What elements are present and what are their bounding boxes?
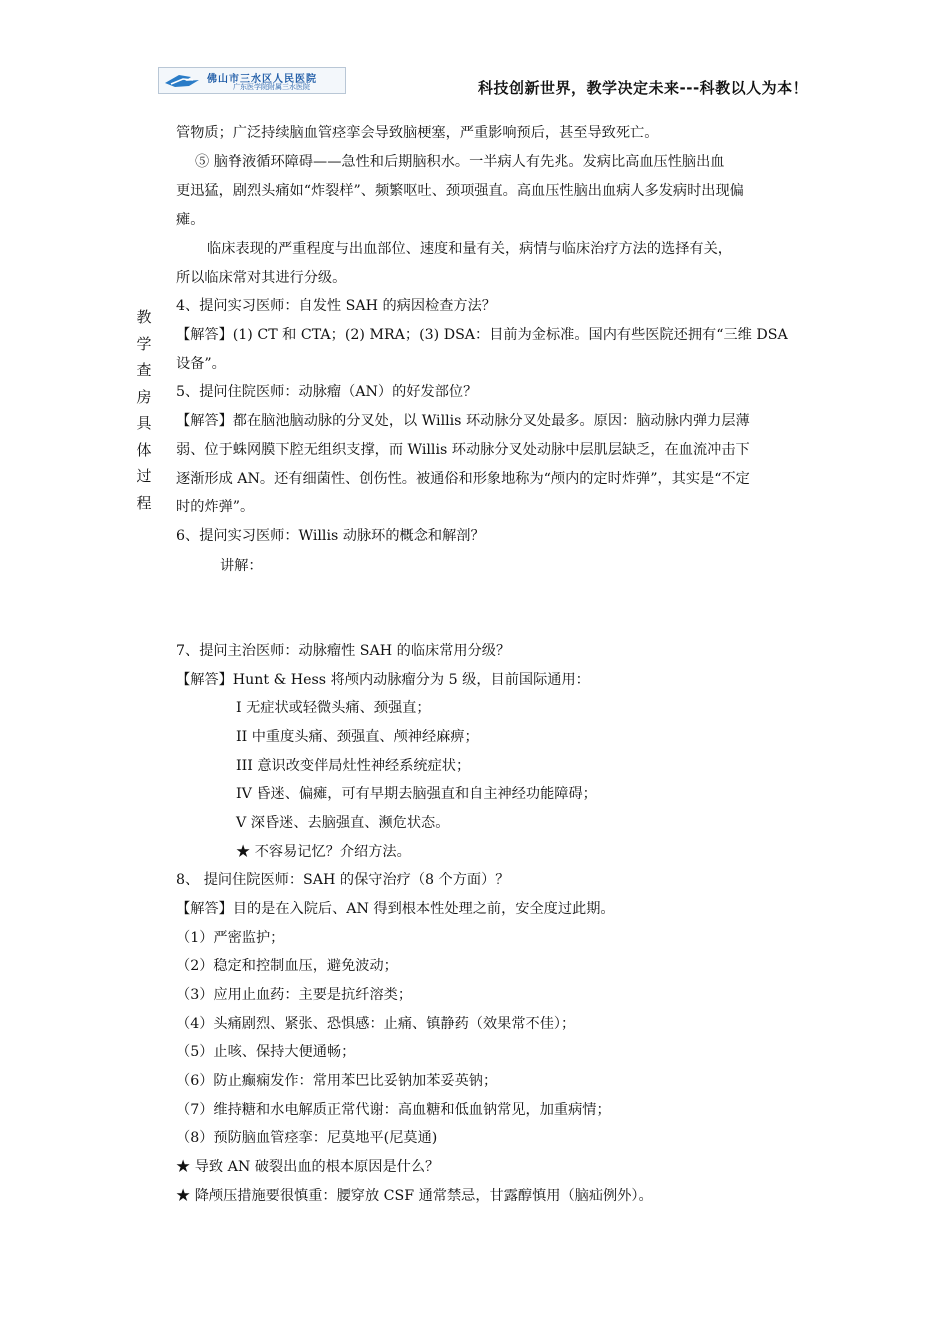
star-note: ★ 不容易记忆？介绍方法。 [236,844,411,860]
hospital-logo [158,67,346,94]
side-label-char: 查 [136,361,152,379]
logo-subtitle: 广东医学院附属三水医院 [233,83,310,91]
treatment-item: （5）止咳、保持大便通畅； [176,1044,356,1060]
side-label-char: 具 [136,414,152,432]
side-label-char: 程 [136,493,152,512]
answer-8: 【解答】目的是在入院后、AN 得到根本性处理之前，安全度过此期。 [176,901,615,917]
question-4: 4、提问实习医师：自发性 SAH 的病因检查方法？ [176,298,496,314]
side-label-char: 房 [136,387,152,406]
text-line: 瘫。 [176,212,205,228]
text-line: ⑤ 脑脊液循环障碍——急性和后期脑积水。一半病人有先兆。发病比高血压性脑出血 [195,154,725,170]
answer-5: 【解答】都在脑池脑动脉的分叉处，以 Willis 环动脉分叉处最多。原因：脑动脉内弹力层薄 [176,413,750,429]
explanation-label: 讲解： [220,558,263,574]
answer-5-cont: 弱、位于蛛网膜下腔无组织支撑，而 Willis 环动脉分叉处动脉中层肌层缺乏，在血流冲击下 [176,442,750,458]
answer-4: 【解答】(1) CT 和 CTA；(2) MRA；(3) DSA：目前为金标准。国内有些医院还拥有“三维 DSA [176,327,788,343]
grade-item: II 中重度头痛、颈强直、颅神经麻痹； [236,729,479,745]
logo-title: 佛山市三水区人民医院 [207,74,317,85]
answer-5-cont: 时的炸弹”。 [176,499,255,515]
answer-4-cont: 设备”。 [176,356,226,372]
answer-7: 【解答】Hunt & Hess 将颅内动脉瘤分为 5 级，目前国际通用： [176,672,590,688]
side-label-char: 体 [136,440,152,459]
text-line: 管物质；广泛持续脑血管痉挛会导致脑梗塞，严重影响预后，甚至导致死亡。 [176,125,659,141]
treatment-item: （6）防止癫痫发作：常用苯巴比妥钠加苯妥英钠； [176,1073,498,1089]
side-label-char: 教 [136,308,152,326]
treatment-item: （1）严密监护； [176,930,285,946]
header-slogan: 科技创新世界，教学决定未来---科教以人为本！ [478,79,809,97]
question-5: 5、提问住院医师：动脉瘤（AN）的好发部位？ [176,384,478,400]
treatment-item: （4）头痛剧烈、紧张、恐惧感：止痛、镇静药（效果常不佳）； [176,1016,576,1032]
treatment-item: （7）维持糖和水电解质正常代谢：高血糖和低血钠常见，加重病情； [176,1102,611,1118]
text-line: 所以临床常对其进行分级。 [176,270,347,286]
side-label-teaching-rounds [135,304,153,516]
side-label-char: 学 [136,334,152,353]
treatment-item: （2）稳定和控制血压，避免波动； [176,958,398,974]
question-8: 8、 提问住院医师：SAH 的保守治疗（8 个方面）？ [176,872,510,888]
logo-emblem-icon [159,68,207,93]
question-6: 6、提问实习医师：Willis 动脉环的概念和解剖？ [176,528,485,544]
side-label-char: 过 [136,467,152,485]
treatment-item: （8）预防脑血管痉挛：尼莫地平(尼莫通) [176,1130,438,1146]
question-7: 7、提问主治医师：动脉瘤性 SAH 的临床常用分级？ [176,643,511,659]
text-line: 临床表现的严重程度与出血部位、速度和量有关，病情与临床治疗方法的选择有关， [207,241,732,257]
star-question: ★ 导致 AN 破裂出血的根本原因是什么？ [176,1159,440,1175]
answer-5-cont: 逐渐形成 AN。还有细菌性、创伤性。被通俗和形象地称为“颅内的定时炸弹”，其实是“不定 [176,471,750,487]
treatment-item: （3）应用止血药：主要是抗纤溶类； [176,987,413,1003]
grade-item: IV 昏迷、偏瘫，可有早期去脑强直和自主神经功能障碍； [236,786,597,802]
star-note: ★ 降颅压措施要很慎重：腰穿放 CSF 通常禁忌，甘露醇慎用（脑疝例外）。 [176,1188,653,1204]
grade-item: I 无症状或轻微头痛、颈强直； [236,700,431,716]
grade-item: III 意识改变伴局灶性神经系统症状； [236,758,471,774]
text-line: 更迅猛，剧烈头痛如“炸裂样”、频繁呕吐、颈项强直。高血压性脑出血病人多发病时出现偏 [176,183,744,199]
grade-item: V 深昏迷、去脑强直、濒危状态。 [236,815,450,831]
